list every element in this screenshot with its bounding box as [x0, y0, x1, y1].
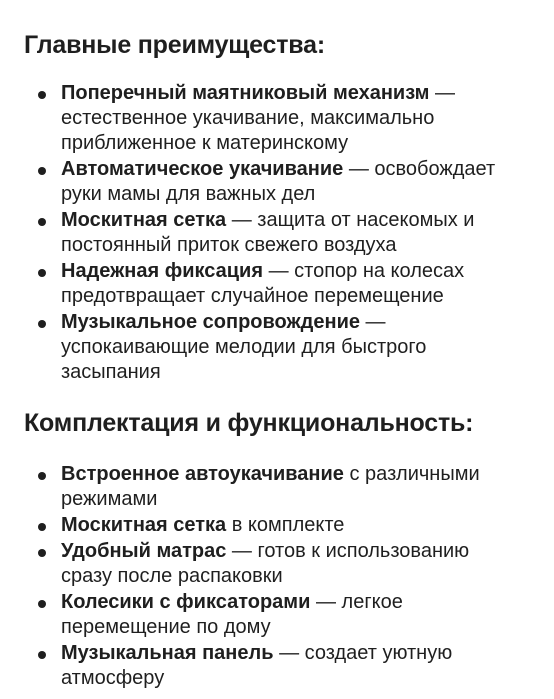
item-description: в комплекте — [226, 514, 345, 536]
item-description: — естественное укачивание, максимально приближенное к материнскому — [61, 82, 456, 154]
item-description: — готов к использованию сразу после распаковки — [61, 540, 470, 587]
bullet-dot-icon — [38, 549, 46, 557]
item-description: — успокаивающие мелодии для быстрого засыпания — [61, 311, 427, 383]
bullet-dot-icon — [38, 167, 46, 175]
section-heading-advantages: Главные преимущества: — [24, 31, 325, 59]
item-description: — создает уютную атмосферу — [61, 642, 453, 689]
item-description: — освобождает руки мамы для важных дел — [61, 158, 496, 205]
item-description: — легкое перемещение по дому — [61, 591, 403, 638]
list-item — [0, 81, 554, 156]
bullet-dot-icon — [38, 320, 46, 328]
bullet-dot-icon — [38, 269, 46, 277]
list-item — [0, 208, 554, 258]
advantages-list — [0, 81, 554, 386]
bullet-dot-icon — [38, 600, 46, 608]
item-description: — защита от насекомых и постоянный приток свежего воздуха — [61, 209, 475, 256]
list-item — [0, 310, 554, 385]
bullet-dot-icon — [38, 523, 46, 531]
item-term: Колесики с фиксаторами — [61, 591, 311, 613]
list-item — [0, 259, 554, 309]
bullet-dot-icon — [38, 218, 46, 226]
list-item — [0, 462, 554, 512]
item-term: Москитная сетка — [61, 514, 227, 536]
item-term: Встроенное автоукачивание — [61, 463, 344, 485]
item-description: с различными режимами — [61, 463, 480, 510]
item-term: Москитная сетка — [61, 209, 227, 231]
item-term: Музыкальное сопровождение — [61, 311, 360, 333]
list-item — [0, 641, 554, 691]
item-term: Удобный матрас — [61, 540, 227, 562]
item-term: Поперечный маятниковый механизм — [61, 82, 430, 104]
item-description: — стопор на колесах предотвращает случайное перемещение — [61, 260, 465, 307]
list-item — [0, 157, 554, 207]
bullet-dot-icon — [38, 472, 46, 480]
bullet-dot-icon — [38, 91, 46, 99]
list-item — [0, 590, 554, 640]
equipment-list — [0, 462, 554, 692]
item-term: Музыкальная панель — [61, 642, 274, 664]
list-item — [0, 539, 554, 589]
section-heading-equipment: Комплектация и функциональность: — [24, 409, 474, 437]
item-term: Надежная фиксация — [61, 260, 264, 282]
bullet-dot-icon — [38, 651, 46, 659]
item-term: Автоматическое укачивание — [61, 158, 344, 180]
list-item — [0, 513, 554, 538]
